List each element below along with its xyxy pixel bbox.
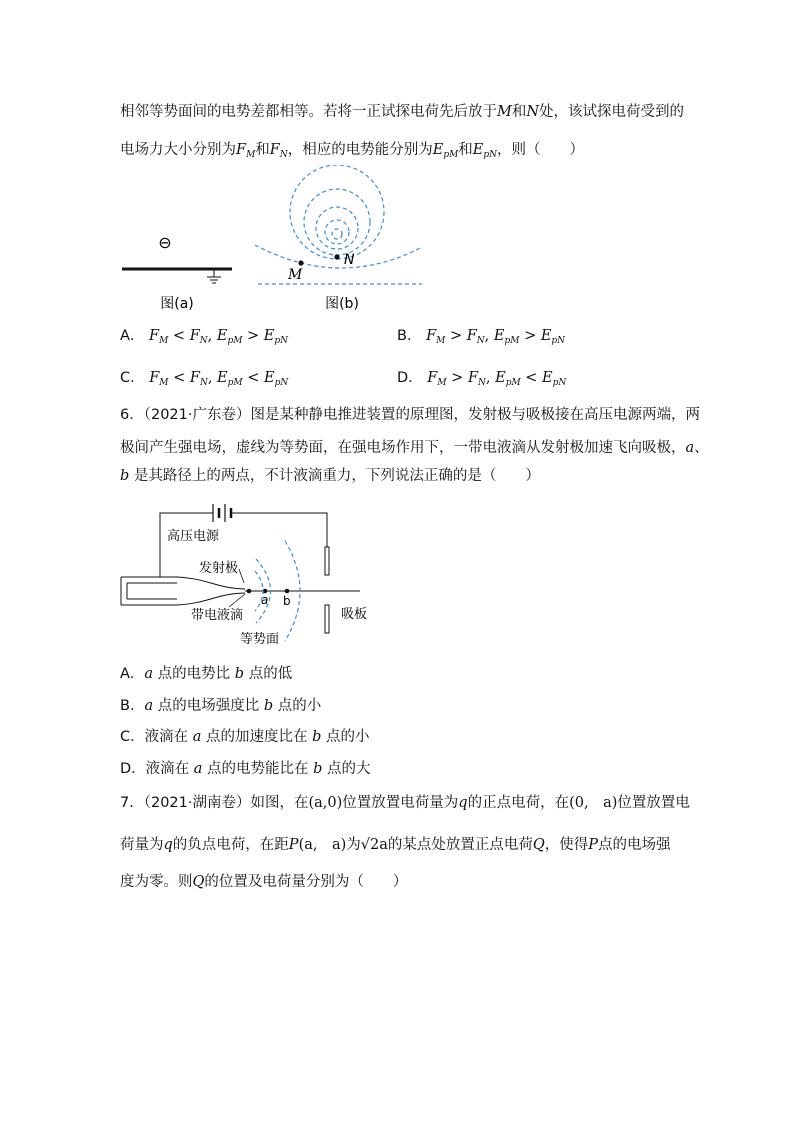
q5-point-M: M [288,267,303,283]
q5-charge-symbol: ⊖ [158,233,172,252]
q6-text-line1: 6．（2021·广东卷）图是某种静电推进装置的原理图，发射极与吸极接在高压电源两端，两 [120,407,700,423]
q5-text-line2: 电场力大小分别为$F_M$和$F_N$，相应的电势能分别为$E_{pM}$和$E_{pN}$，则（ ） [120,142,585,160]
q7-text-line2: 荷量为q的负点电荷，在距P(a, a)为√2a的某点处放置正点电荷Q，使得P点的电场强 [120,837,671,853]
q6-power-label: 高压电源 [167,529,220,544]
q6-emitter-label: 发射极 [199,561,239,576]
q6-point-a: a [261,593,269,607]
q6-figure [115,495,395,650]
q7-text-line1: 7．（2021·湖南卷）如图，在(a,0)位置放置电荷量为q的正点电荷，在(0, a)位置放置电 [120,795,690,811]
q6-option-a[interactable]: A．a 点的电势比 b 点的低 [120,666,293,682]
q5-point-N: N [344,252,355,268]
q6-point-b: b [283,594,291,608]
q5-figure [110,165,430,315]
q5-option-b[interactable]: B． $F_M > F_N$, $E_{pM} > E_{pN}$ [397,328,566,346]
q6-option-b[interactable]: B．a 点的电场强度比 b 点的小 [120,698,322,714]
q5-text-line1: 相邻等势面间的电势差都相等。若将一正试探电荷先后放于M和N处，该试探电荷受到的 [120,104,685,120]
q5-option-c[interactable]: C． $F_M < F_N$, $E_{pM} < E_{pN}$ [120,370,289,388]
q6-equipotential-label: 等势面 [240,632,280,647]
q6-option-c[interactable]: C．液滴在 a 点的加速度比在 b 点的小 [120,729,370,745]
q6-absorber-label: 吸板 [341,607,368,622]
q7-text-line3: 度为零。则Q的位置及电荷量分别为（ ） [120,874,408,890]
q6-text-line2: 极间产生强电场，虚线为等势面，在强电场作用下，一带电液滴从发射极加速飞向吸极，a、 [120,440,709,456]
q6-text-line3: b 是其路径上的两点，不计液滴重力，下列说法正确的是（ ） [120,468,540,484]
q6-droplet-label: 带电液滴 [191,608,244,623]
q6-option-d[interactable]: D．液滴在 a 点的电势能比在 b 点的大 [120,761,371,777]
q5-figure-a-label: 图(a) [160,296,194,312]
q5-option-d[interactable]: D． $F_M > F_N$, $E_{pM} < E_{pN}$ [397,370,567,388]
q5-figure-b-label: 图(b) [325,296,359,312]
q5-option-a[interactable]: A． $F_M < F_N$, $E_{pM} > E_{pN}$ [120,328,289,346]
